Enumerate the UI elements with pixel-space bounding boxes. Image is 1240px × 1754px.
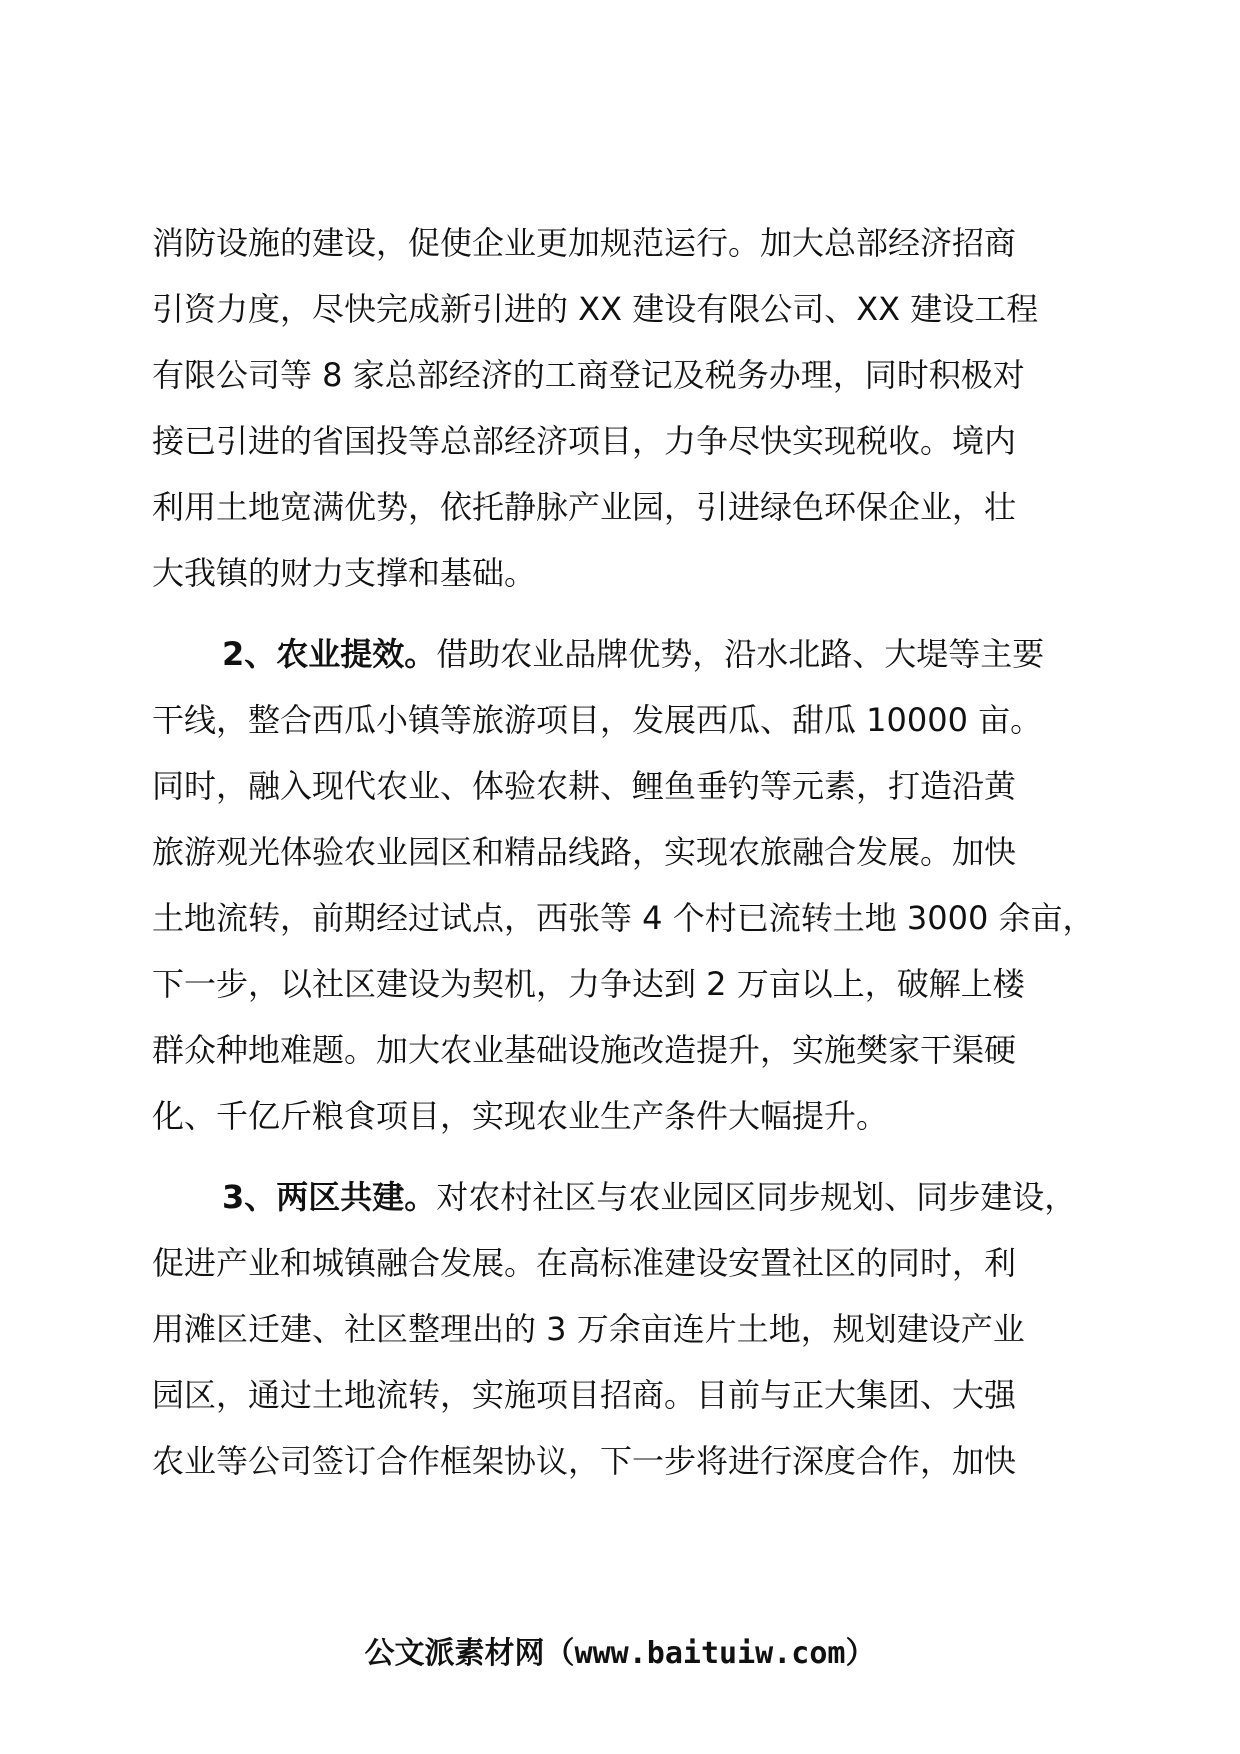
paragraph-section-2 <box>152 621 1097 1149</box>
text-line: 引资力度，尽快完成新引进的 XX 建设有限公司、XX 建设工程 <box>152 290 1039 328</box>
text-line: 促进产业和城镇融合发展。在高标准建设安置社区的同时，利 <box>152 1244 1017 1282</box>
text-line: 旅游观光体验农业园区和精品线路，实现农旅融合发展。加快 <box>152 833 1017 871</box>
text-line: 接已引进的省国投等总部经济项目，力争尽快实现税收。境内 <box>152 422 1017 460</box>
document-body <box>152 210 1097 1494</box>
text-line: 用滩区迁建、社区整理出的 3 万余亩连片土地，规划建设产业 <box>152 1310 1025 1348</box>
text-line <box>152 621 1097 687</box>
paragraph-1 <box>152 210 1097 606</box>
text-run: 对农村社区与农业园区同步规划、同步建设， <box>436 1178 1077 1216</box>
text-line: 农业等公司签订合作框架协议，下一步将进行深度合作，加快 <box>152 1442 1017 1480</box>
text-line: 同时，融入现代农业、体验农耕、鲤鱼垂钓等元素，打造沿黄 <box>152 767 1017 805</box>
text-line: 有限公司等 8 家总部经济的工商登记及税务办理，同时积极对 <box>152 356 1025 394</box>
text-line: 消防设施的建设，促使企业更加规范运行。加大总部经济招商 <box>152 224 1017 262</box>
paragraph-section-3 <box>152 1164 1097 1494</box>
text-run: 借助农业品牌优势，沿水北路、大堤等主要 <box>436 635 1045 673</box>
text-line: 群众种地难题。加大农业基础设施改造提升，实施樊家干渠硬 <box>152 1031 1017 1069</box>
page-footer <box>0 1632 1240 1676</box>
text-line: 土地流转，前期经过试点，西张等 4 个村已流转土地 3000 余亩， <box>152 899 1095 937</box>
footer-paren-close: ） <box>845 1636 876 1671</box>
section-heading: 3、两区共建。 <box>222 1178 437 1216</box>
text-line: 化、千亿斤粮食项目，实现农业生产条件大幅提升。 <box>152 1097 889 1135</box>
text-line: 下一步，以社区建设为契机，力争达到 2 万亩以上，破解上楼 <box>152 965 1025 1003</box>
text-line: 干线，整合西瓜小镇等旅游项目，发展西瓜、甜瓜 10000 亩。 <box>152 701 1043 739</box>
footer-paren-open: （ <box>544 1636 575 1671</box>
footer-url: www.baituiw.com <box>574 1636 846 1671</box>
text-line <box>152 1164 1097 1230</box>
text-line: 大我镇的财力支撑和基础。 <box>152 554 537 592</box>
section-heading: 2、农业提效。 <box>222 635 437 673</box>
text-line: 园区，通过土地流转，实施项目招商。目前与正大集团、大强 <box>152 1376 1017 1414</box>
text-line: 利用土地宽满优势，依托静脉产业园，引进绿色环保企业，壮 <box>152 488 1017 526</box>
footer-site-name: 公文派素材网 <box>364 1636 545 1671</box>
